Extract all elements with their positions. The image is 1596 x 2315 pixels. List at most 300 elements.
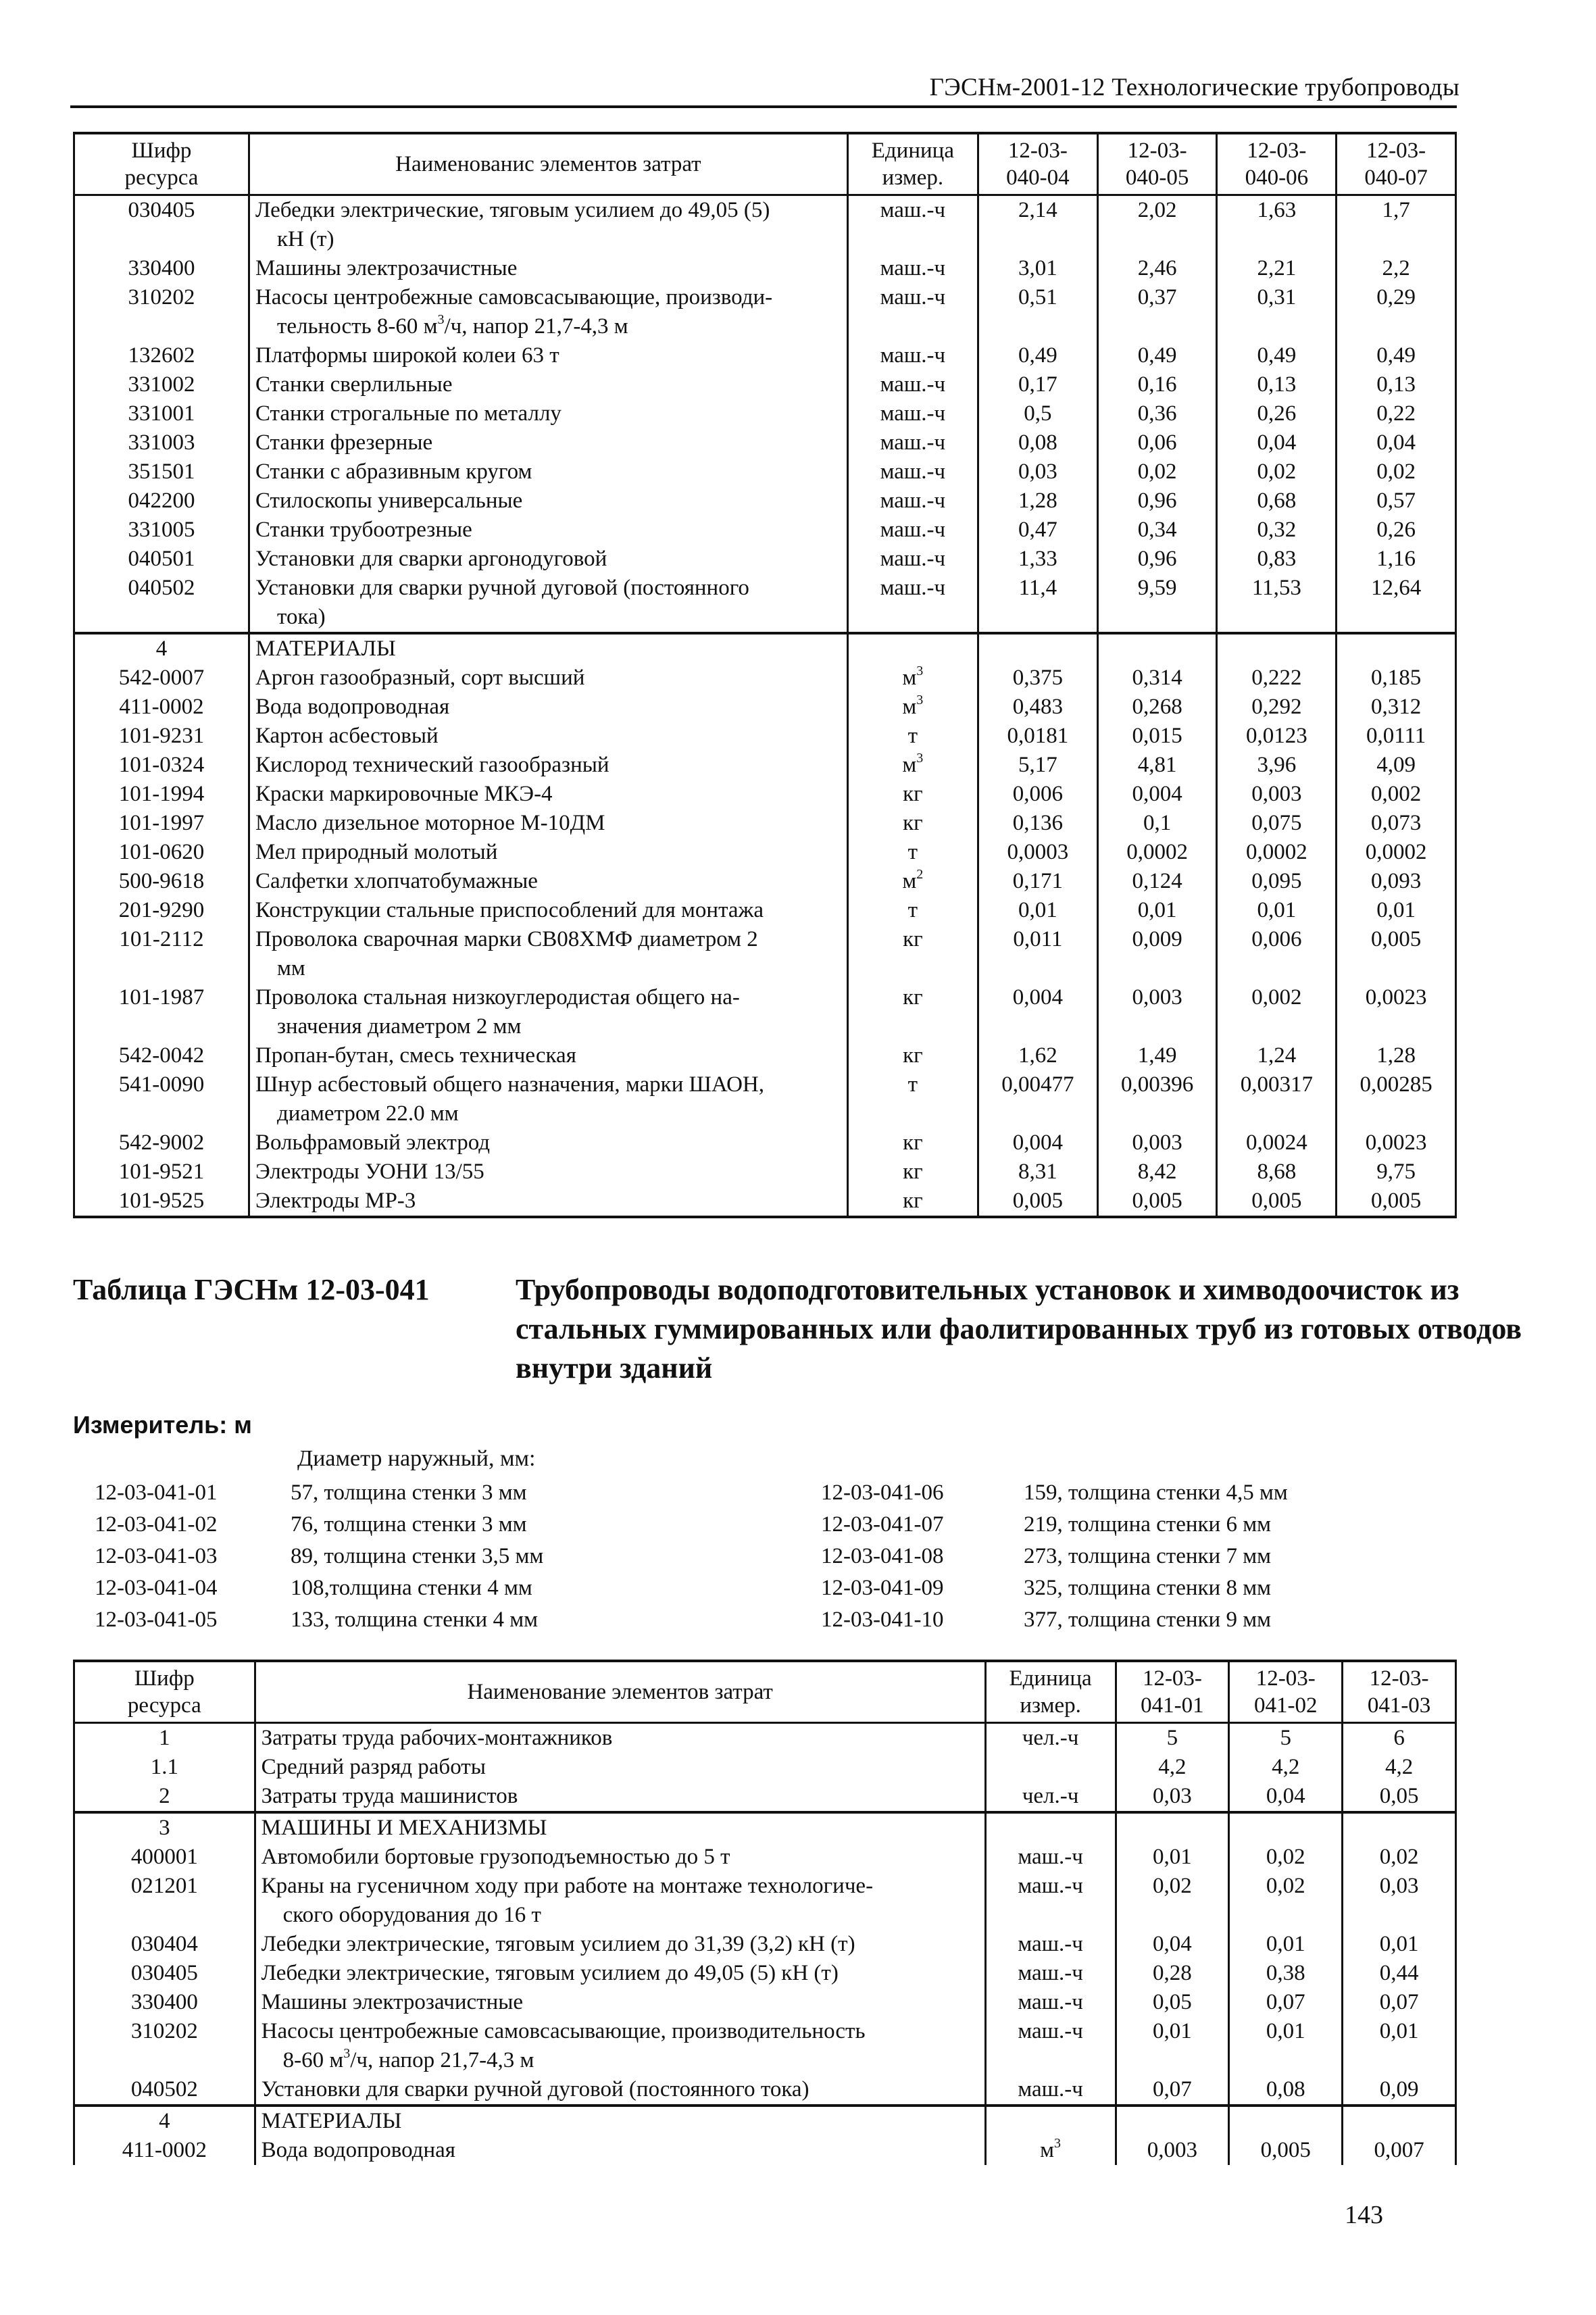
norm-value: 0,07	[1229, 1988, 1343, 2017]
norm-value: 12,64	[1337, 574, 1456, 633]
empty-cell	[1229, 1812, 1343, 1843]
resource-name-line: Краны на гусеничном ходу при работе на монтаже технологиче-	[261, 1874, 874, 1898]
diameter-desc: 377, толщина стенки 9 мм	[1024, 1608, 1271, 1632]
table-caption: Трубопроводы водоподготовительных установок и химводоочисток из стальных гуммированных или фаолитированных труб из готовых отводов внутри зданий	[516, 1273, 1522, 1385]
unit: маш.-ч	[847, 341, 978, 370]
unit: маш.-ч	[985, 1988, 1116, 2017]
norm-value: 0,96	[1097, 487, 1217, 516]
unit: кг	[847, 1158, 978, 1187]
column-header-line: 041-03	[1367, 1693, 1431, 1718]
section-row	[74, 1812, 1456, 1843]
resource-name	[249, 867, 847, 896]
resource-name	[255, 1753, 985, 1782]
norm-value: 0,0023	[1337, 983, 1456, 1041]
unit: т	[847, 1070, 978, 1128]
empty-cell	[985, 2106, 1116, 2136]
unit: чел.-ч	[985, 1782, 1116, 1812]
resource-name-line: Стилоскопы универсальные	[255, 489, 523, 513]
norm-value: 0,003	[1097, 1128, 1217, 1158]
column-header	[1116, 1661, 1229, 1723]
empty-cell	[1116, 2106, 1229, 2136]
resource-name-line: Мел природный молотый	[255, 840, 498, 864]
unit: маш.-ч	[847, 283, 978, 341]
diameter-code: 12-03-041-10	[821, 1608, 944, 1632]
norm-value: 0,01	[1116, 1843, 1229, 1872]
norm-value: 0,38	[1229, 1959, 1343, 1988]
resource-name	[249, 722, 847, 751]
diameter-list-left	[95, 1477, 543, 1636]
column-header-line: Шифр	[131, 139, 192, 163]
diameter-item	[95, 1541, 543, 1572]
norm-value: 0,01	[1343, 1930, 1456, 1959]
resource-code: 400001	[74, 1843, 255, 1872]
resource-name-line: Установки для сварки аргонодуговой	[255, 547, 607, 571]
unit: маш.-ч	[847, 574, 978, 633]
diameter-code: 12-03-041-03	[95, 1544, 218, 1568]
norm-value: 1,7	[1337, 195, 1456, 255]
norm-value: 0,005	[1337, 925, 1456, 983]
diameter-desc: 273, толщина стенки 7 мм	[1024, 1544, 1271, 1568]
resource-name-line: Средний разряд работы	[261, 1755, 486, 1779]
norm-value: 0,0181	[978, 722, 1097, 751]
resource-name-line: Лебедки электрические, тяговым усилием до 49,05 (5)	[255, 198, 770, 222]
empty-cell	[1217, 633, 1337, 664]
unit: маш.-ч	[847, 195, 978, 255]
norm-value: 0,136	[978, 809, 1097, 838]
norm-value: 0,01	[1343, 2017, 1456, 2075]
norm-value: 0,01	[1097, 896, 1217, 925]
resource-name	[249, 1070, 847, 1128]
norm-value: 0,01	[1116, 2017, 1229, 2075]
resource-name-line: Лебедки электрические, тяговым усилием до 49,05 (5) кН (т)	[261, 1961, 839, 1985]
empty-cell	[1337, 633, 1456, 664]
resource-name	[255, 1843, 985, 1872]
resource-code: 101-9521	[74, 1158, 249, 1187]
norm-value: 0,5	[978, 399, 1097, 428]
table-row	[74, 2017, 1456, 2075]
table-row	[74, 1753, 1456, 1782]
resource-code: 101-2112	[74, 925, 249, 983]
resource-code: 411-0002	[74, 2136, 255, 2165]
resource-name-line: Вольфрамовый электрод	[255, 1130, 491, 1155]
table-row	[74, 1782, 1456, 1812]
norm-value: 0,011	[978, 925, 1097, 983]
norm-value: 0,003	[1097, 983, 1217, 1041]
resource-name-line: ского оборудования до 16 т	[282, 1903, 541, 1927]
norm-value: 3,01	[978, 254, 1097, 283]
unit: маш.-ч	[847, 428, 978, 457]
norm-value: 0,073	[1337, 809, 1456, 838]
resource-name-line: Станки фрезерные	[255, 430, 433, 455]
column-header-line: ресурса	[124, 166, 199, 190]
norm-value: 0,171	[978, 867, 1097, 896]
table-row	[74, 1930, 1456, 1959]
resource-code: 021201	[74, 1872, 255, 1930]
norm-value: 2,14	[978, 195, 1097, 255]
header-rule	[70, 105, 1457, 108]
resource-name-line: Станки трубоотрезные	[255, 518, 472, 542]
resource-code: 101-9231	[74, 722, 249, 751]
norm-value: 0,05	[1116, 1988, 1229, 2017]
resource-name-line: Масло дизельное моторное М-10ДМ	[255, 811, 605, 835]
norm-value: 0,002	[1337, 780, 1456, 809]
resource-name	[249, 457, 847, 487]
norm-value: 0,002	[1217, 983, 1337, 1041]
column-header-line: 040-04	[1006, 166, 1070, 190]
resource-name-line: Затраты труда рабочих-монтажников	[261, 1726, 613, 1750]
resource-name-line: кН (т)	[276, 227, 334, 251]
resource-code: 411-0002	[74, 693, 249, 722]
norm-value: 4,2	[1116, 1753, 1229, 1782]
norm-value: 0,185	[1337, 664, 1456, 693]
unit: маш.-ч	[847, 545, 978, 574]
norm-value: 9,59	[1097, 574, 1217, 633]
resource-name-line: 8-60 $м^3/ч$, напор 21,7-4,3 м	[282, 2046, 534, 2072]
table-row	[74, 867, 1456, 896]
norm-value: 0,0002	[1097, 838, 1217, 867]
column-header-line: 12-03-	[1369, 1666, 1429, 1691]
resource-table-12-03-040	[73, 132, 1457, 1218]
norm-value: 0,03	[1343, 1872, 1456, 1930]
norm-value: 0,095	[1217, 867, 1337, 896]
norm-value: 0,268	[1097, 693, 1217, 722]
diameter-code: 12-03-041-08	[821, 1544, 944, 1568]
column-header-line: 041-01	[1141, 1693, 1204, 1718]
section-title: МАШИНЫ И МЕХАНИЗМЫ	[255, 1812, 985, 1843]
resource-name-line: Краски маркировочные МКЭ-4	[255, 782, 553, 806]
resource-code: 040502	[74, 574, 249, 633]
resource-code: 1.1	[74, 1753, 255, 1782]
section-row	[74, 633, 1456, 664]
unit: $м^3$	[847, 693, 978, 722]
norm-value: 0,03	[1116, 1782, 1229, 1812]
resource-code: 331005	[74, 516, 249, 545]
empty-cell	[1343, 2106, 1456, 2136]
resource-name-line: Насосы центробежные самовсасывающие, производи-	[255, 285, 773, 309]
resource-name	[249, 1187, 847, 1217]
table-row	[74, 983, 1456, 1041]
unit	[985, 1753, 1116, 1782]
resource-name-line: тока)	[276, 605, 326, 629]
table-row	[74, 1872, 1456, 1930]
table-row	[74, 1158, 1456, 1187]
norm-value: 0,29	[1337, 283, 1456, 341]
unit: т	[847, 896, 978, 925]
resource-name-line: Лебедки электрические, тяговым усилием до 31,39 (3,2) кН (т)	[261, 1932, 855, 1956]
norm-value: 0,005	[1229, 2136, 1343, 2165]
resource-name	[249, 341, 847, 370]
resource-code: 541-0090	[74, 1070, 249, 1128]
unit: маш.-ч	[847, 457, 978, 487]
norm-value: 0,02	[1229, 1843, 1343, 1872]
norm-value: 0,009	[1097, 925, 1217, 983]
norm-value: 3,96	[1217, 751, 1337, 780]
norm-value: 0,004	[978, 983, 1097, 1041]
resource-name	[255, 1782, 985, 1812]
resource-name	[249, 693, 847, 722]
resource-code: 101-9525	[74, 1187, 249, 1217]
norm-value: 0,0002	[1217, 838, 1337, 867]
resource-name	[255, 1930, 985, 1959]
norm-value: 0,13	[1217, 370, 1337, 399]
resource-name	[249, 545, 847, 574]
column-header	[1229, 1661, 1343, 1723]
norm-value: 0,00317	[1217, 1070, 1337, 1128]
resource-name	[249, 838, 847, 867]
table-row	[74, 254, 1456, 283]
diameter-code: 12-03-041-07	[821, 1512, 944, 1537]
norm-value: 0,44	[1343, 1959, 1456, 1988]
norm-value: 1,63	[1217, 195, 1337, 255]
resource-code: 330400	[74, 254, 249, 283]
norm-value: 8,68	[1217, 1158, 1337, 1187]
norm-value: 0,09	[1343, 2075, 1456, 2106]
unit: т	[847, 722, 978, 751]
resource-name-line: Салфетки хлопчатобумажные	[255, 869, 538, 893]
empty-cell	[1116, 1812, 1229, 1843]
table-row	[74, 283, 1456, 341]
resource-name	[255, 2136, 985, 2165]
resource-code: 1	[74, 1723, 255, 1753]
resource-name	[255, 1959, 985, 1988]
column-header-line: Шифр	[134, 1666, 195, 1691]
unit: кг	[847, 809, 978, 838]
unit-of-measure: Измеритель: м	[73, 1411, 252, 1439]
norm-value: 0,49	[1097, 341, 1217, 370]
table-row	[74, 545, 1456, 574]
column-header-line: 12-03-	[1247, 139, 1307, 163]
norm-value: 0,005	[978, 1187, 1097, 1217]
resource-code: 040501	[74, 545, 249, 574]
norm-value: 8,31	[978, 1158, 1097, 1187]
column-header	[1097, 133, 1217, 195]
norm-value: 0,51	[978, 283, 1097, 341]
norm-value: 0,292	[1217, 693, 1337, 722]
table-row	[74, 516, 1456, 545]
norm-value: 0,006	[1217, 925, 1337, 983]
norm-value: 0,006	[978, 780, 1097, 809]
resource-code: 331001	[74, 399, 249, 428]
norm-value: 0,04	[1217, 428, 1337, 457]
column-header	[1337, 133, 1456, 195]
resource-code: 330400	[74, 1988, 255, 2017]
resource-name-line: Установки для сварки ручной дуговой (постоянного	[255, 576, 749, 600]
table-row	[74, 2075, 1456, 2106]
norm-value: 11,53	[1217, 574, 1337, 633]
empty-cell	[1097, 633, 1217, 664]
norm-value: 0,0023	[1337, 1128, 1456, 1158]
resource-name-line: Картон асбестовый	[255, 724, 439, 748]
resource-table-12-03-041	[73, 1660, 1457, 2165]
column-header-line: ресурса	[127, 1693, 201, 1718]
unit: $м^3$	[847, 751, 978, 780]
norm-value: 8,42	[1097, 1158, 1217, 1187]
norm-value: 0,02	[1343, 1843, 1456, 1872]
resource-code: 2	[74, 1782, 255, 1812]
column-header-line: 12-03-	[1142, 1666, 1202, 1691]
diameter-desc: 133, толщина стенки 4 мм	[291, 1608, 538, 1632]
resource-name-line: Электроды МР-3	[255, 1189, 416, 1213]
norm-value: 2,46	[1097, 254, 1217, 283]
norm-value: 0,47	[978, 516, 1097, 545]
resource-name	[249, 399, 847, 428]
table-row	[74, 457, 1456, 487]
norm-value: 0,32	[1217, 516, 1337, 545]
norm-value: 0,312	[1337, 693, 1456, 722]
norm-value: 0,007	[1343, 2136, 1456, 2165]
resource-name	[249, 516, 847, 545]
norm-value: 0,00477	[978, 1070, 1097, 1128]
norm-value: 6	[1343, 1723, 1456, 1753]
resource-name-line: Установки для сварки ручной дуговой (постоянного тока)	[261, 2077, 809, 2101]
norm-value: 0,13	[1337, 370, 1456, 399]
norm-value: 0,08	[978, 428, 1097, 457]
resource-name-line: Проволока стальная низкоуглеродистая общего на-	[255, 985, 740, 1010]
norm-value: 4,09	[1337, 751, 1456, 780]
norm-value: 0,075	[1217, 809, 1337, 838]
norm-value: 0,314	[1097, 664, 1217, 693]
resource-code: 101-1997	[74, 809, 249, 838]
resource-name	[255, 1988, 985, 2017]
diameter-item	[821, 1604, 1288, 1636]
diameter-item	[95, 1604, 543, 1636]
norm-value: 0,005	[1217, 1187, 1337, 1217]
norm-value: 0,05	[1343, 1782, 1456, 1812]
table-row	[74, 693, 1456, 722]
diameter-item	[95, 1477, 543, 1509]
resource-name	[255, 1872, 985, 1930]
norm-value: 2,21	[1217, 254, 1337, 283]
resource-code: 101-1994	[74, 780, 249, 809]
norm-value: 1,33	[978, 545, 1097, 574]
table-row	[74, 399, 1456, 428]
column-header	[255, 1661, 985, 1723]
diameter-desc: 219, толщина стенки 6 мм	[1024, 1512, 1271, 1537]
diameter-heading: Диаметр наружный, мм:	[297, 1446, 536, 1471]
empty-cell	[847, 633, 978, 664]
resource-code: 101-1987	[74, 983, 249, 1041]
table-row	[74, 195, 1456, 255]
norm-value: 0,005	[1337, 1187, 1456, 1217]
section-code: 4	[74, 2106, 255, 2136]
resource-name	[255, 2075, 985, 2106]
column-header-line: 041-02	[1253, 1693, 1318, 1718]
norm-value: 0,0024	[1217, 1128, 1337, 1158]
resource-code: 101-0324	[74, 751, 249, 780]
diameter-code: 12-03-041-06	[821, 1480, 944, 1505]
norm-value: 0,04	[1116, 1930, 1229, 1959]
norm-value: 0,08	[1229, 2075, 1343, 2106]
diameter-item	[95, 1509, 543, 1541]
table-row	[74, 664, 1456, 693]
norm-value: 2,02	[1097, 195, 1217, 255]
resource-code: 542-0042	[74, 1041, 249, 1070]
resource-code: 042200	[74, 487, 249, 516]
table-row	[74, 428, 1456, 457]
norm-value: 0,483	[978, 693, 1097, 722]
diameter-code: 12-03-041-04	[95, 1576, 218, 1600]
table-row	[74, 925, 1456, 983]
unit: маш.-ч	[985, 2017, 1116, 2075]
resource-code: 310202	[74, 283, 249, 341]
resource-code: 331003	[74, 428, 249, 457]
resource-name	[249, 1128, 847, 1158]
resource-code: 542-0007	[74, 664, 249, 693]
norm-value: 2,2	[1337, 254, 1456, 283]
unit: т	[847, 838, 978, 867]
section-row	[74, 2106, 1456, 2136]
norm-value: 0,004	[1097, 780, 1217, 809]
norm-value: 4,2	[1229, 1753, 1343, 1782]
norm-value: 0,375	[978, 664, 1097, 693]
resource-name	[249, 195, 847, 255]
norm-value: 5,17	[978, 751, 1097, 780]
resource-code: 030405	[74, 1959, 255, 1988]
column-header-line: Единица	[871, 139, 954, 163]
resource-name-line: Машины электрозачистные	[255, 256, 518, 280]
table-number: Таблица ГЭСНм 12-03-041	[73, 1273, 430, 1306]
norm-value: 0,37	[1097, 283, 1217, 341]
column-header-line: Единица	[1009, 1666, 1092, 1691]
norm-value: 0,03	[978, 457, 1097, 487]
table-row	[74, 780, 1456, 809]
norm-value: 0,96	[1097, 545, 1217, 574]
column-header-line: 040-06	[1245, 166, 1309, 190]
table-row	[74, 2136, 1456, 2165]
resource-name-line: Конструкции стальные приспособлений для монтажа	[255, 898, 764, 922]
resource-name-line: значения диаметром 2 мм	[276, 1014, 522, 1039]
norm-value: 0,222	[1217, 664, 1337, 693]
unit: кг	[847, 1041, 978, 1070]
column-header-line: Наименованис элементов затрат	[395, 152, 701, 176]
resource-name-line: Станки строгальные по металлу	[255, 401, 562, 426]
unit: маш.-ч	[847, 516, 978, 545]
resource-name	[249, 896, 847, 925]
unit: маш.-ч	[985, 2075, 1116, 2106]
column-header-line: измер.	[1020, 1693, 1081, 1718]
resource-name-line: Насосы центробежные самовсасывающие, производительность	[261, 2019, 866, 2043]
diameter-code: 12-03-041-05	[95, 1608, 218, 1632]
column-header	[1217, 133, 1337, 195]
unit: маш.-ч	[985, 1930, 1116, 1959]
norm-value: 0,0002	[1337, 838, 1456, 867]
norm-value: 0,49	[1337, 341, 1456, 370]
resource-name-line: Аргон газообразный, сорт высший	[255, 666, 585, 690]
norm-value: 1,28	[1337, 1041, 1456, 1070]
norm-value: 0,04	[1229, 1782, 1343, 1812]
table-row	[74, 809, 1456, 838]
table-row	[74, 341, 1456, 370]
norm-value: 1,24	[1217, 1041, 1337, 1070]
norm-value: 0,17	[978, 370, 1097, 399]
norm-value: 0,06	[1097, 428, 1217, 457]
column-header-line: Наименование элементов затрат	[467, 1680, 773, 1704]
norm-value: 0,34	[1097, 516, 1217, 545]
column-header-line: измер.	[882, 166, 944, 190]
norm-value: 0,093	[1337, 867, 1456, 896]
running-header: ГЭСНм-2001-12 Технологические трубопроводы	[929, 74, 1460, 101]
section-title: МАТЕРИАЛЫ	[249, 633, 847, 664]
norm-value: 9,75	[1337, 1158, 1456, 1187]
resource-code: 351501	[74, 457, 249, 487]
norm-value: 0,00396	[1097, 1070, 1217, 1128]
column-header-line: 040-05	[1125, 166, 1189, 190]
resource-name-line: мм	[276, 956, 305, 980]
diameter-code: 12-03-041-02	[95, 1512, 218, 1537]
empty-cell	[985, 1812, 1116, 1843]
resource-code: 310202	[74, 2017, 255, 2075]
norm-value: 0,1	[1097, 809, 1217, 838]
